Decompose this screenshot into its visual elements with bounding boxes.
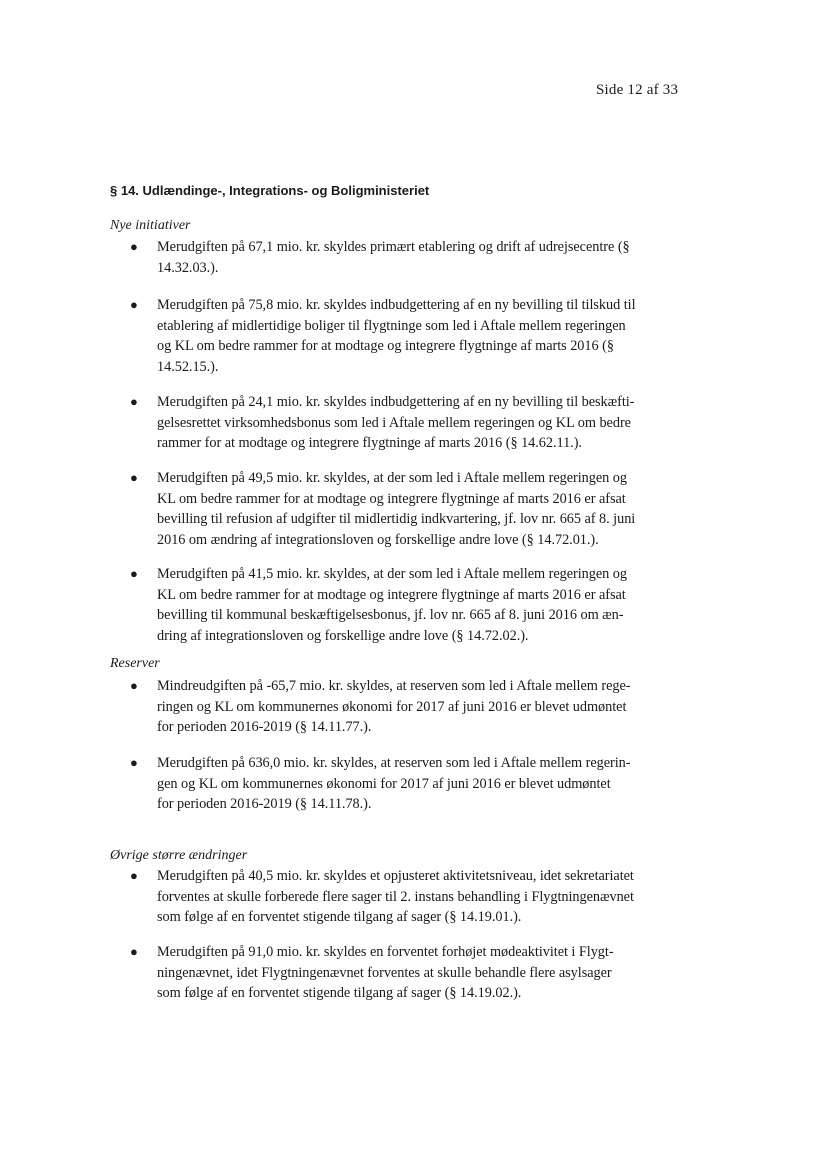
list-item-line: Merudgiften på 636,0 mio. kr. skyldes, at reserven som led i Aftale mellem regerin- [157, 755, 631, 771]
list-item-line: Merudgiften på 67,1 mio. kr. skyldes primært etablering og drift af udrejsecentre (§ [157, 239, 630, 255]
list-item-line: som følge af en forventet stigende tilgang af sager (§ 14.19.02.). [157, 985, 522, 1001]
list-item [157, 753, 682, 815]
list-item-line: Merudgiften på 49,5 mio. kr. skyldes, at der som led i Aftale mellem regeringen og [157, 470, 627, 486]
subsection-label-reserves: Reserver [110, 656, 160, 671]
list-item-line: KL om bedre rammer for at modtage og integrere flygtninge af marts 2016 er afsat [157, 586, 626, 603]
list-item-line: forventes at skulle forberede flere sager til 2. instans behandling i Flygtningenævnet [157, 888, 634, 905]
list-item-line: gen og KL om kommunernes økonomi for 2017 af juni 2016 er blevet udmøntet [157, 775, 611, 792]
list-item-line: Merudgiften på 40,5 mio. kr. skyldes et opjusteret aktivitetsniveau, idet sekretariatet [157, 868, 634, 884]
list-item-line: KL om bedre rammer for at modtage og integrere flygtninge af marts 2016 er afsat [157, 490, 626, 507]
list-item [157, 468, 682, 550]
list-item-line: bevilling til refusion af udgifter til midlertidig indkvartering, jf. lov nr. 665 af 8. juni [157, 511, 636, 527]
list-item-line: Merudgiften på 75,8 mio. kr. skyldes indbudgettering af en ny bevilling til tilskud til [157, 297, 636, 313]
list-item-line: Merudgiften på 91,0 mio. kr. skyldes en forventet forhøjet mødeaktivitet i Flygt- [157, 944, 614, 960]
list-item [157, 392, 682, 454]
list-item-line: og KL om bedre rammer for at modtage og integrere flygtninge af marts 2016 (§ [157, 338, 614, 354]
bullet-icon: ● [130, 239, 138, 254]
list-item [157, 676, 682, 738]
list-item-line: etablering af midlertidige boliger til flygtninge som led i Aftale mellem regeringen [157, 317, 626, 334]
list-item-line: gelsesrettet virksomhedsbonus som led i Aftale mellem regeringen og KL om bedre [157, 414, 631, 431]
list-item-line: ringen og KL om kommunernes økonomi for 2017 af juni 2016 er blevet udmøntet [157, 698, 627, 715]
section-heading: § 14. Udlændinge-, Integrations- og Boligministeriet [110, 183, 430, 198]
list-item-line: for perioden 2016-2019 (§ 14.11.78.). [157, 796, 372, 812]
bullet-icon: ● [130, 868, 138, 883]
list-item-line: 14.52.15.). [157, 358, 219, 375]
list-item-line: dring af integrationsloven og forskellige andre love (§ 14.72.02.). [157, 627, 529, 644]
list-item-line: ningenævnet, idet Flygtningenævnet forventes at skulle behandle flere asylsager [157, 964, 612, 981]
list-item [157, 866, 682, 928]
list-item-line: bevilling til kommunal beskæftigelsesbonus, jf. lov nr. 665 af 8. juni 2016 om æn- [157, 607, 624, 623]
bullet-icon: ● [130, 470, 138, 485]
list-item [157, 237, 682, 278]
bullet-icon: ● [130, 394, 138, 409]
list-item-line: Merudgiften på 24,1 mio. kr. skyldes indbudgettering af en ny bevilling til beskæfti- [157, 394, 635, 410]
list-item-line: for perioden 2016-2019 (§ 14.11.77.). [157, 719, 372, 735]
list-item-line: rammer for at modtage og integrere flygtninge af marts 2016 (§ 14.62.11.). [157, 435, 582, 451]
list-item-line: 14.32.03.). [157, 259, 219, 276]
list-item-line: 2016 om ændring af integrationsloven og forskellige andre love (§ 14.72.01.). [157, 531, 599, 548]
subsection-label-other-changes: Øvrige større ændringer [110, 848, 248, 863]
bullet-icon: ● [130, 678, 138, 693]
list-item-line: som følge af en forventet stigende tilgang af sager (§ 14.19.01.). [157, 909, 522, 925]
list-item-line: Mindreudgiften på -65,7 mio. kr. skyldes, at reserven som led i Aftale mellem rege- [157, 678, 631, 694]
bullet-icon: ● [130, 566, 138, 581]
bullet-icon: ● [130, 297, 138, 312]
list-item [157, 295, 682, 377]
list-item [157, 942, 682, 1004]
bullet-icon: ● [130, 944, 138, 959]
list-item [157, 564, 682, 646]
list-item-line: Merudgiften på 41,5 mio. kr. skyldes, at der som led i Aftale mellem regeringen og [157, 566, 627, 582]
page-number: Side 12 af 33 [596, 82, 679, 98]
subsection-label-new-initiatives: Nye initiativer [110, 218, 191, 233]
bullet-icon: ● [130, 755, 138, 770]
